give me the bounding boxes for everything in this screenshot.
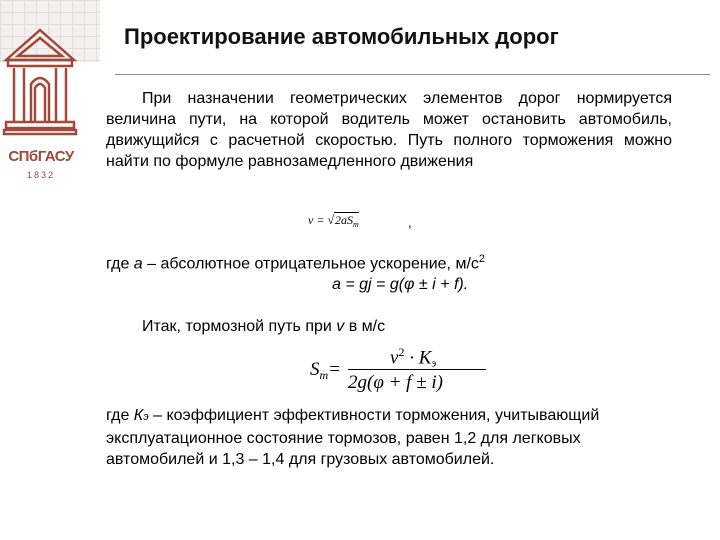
university-logo <box>2 22 78 180</box>
coef-prefix: где <box>106 407 134 424</box>
formula1-radicand-text: 2aS <box>335 213 354 227</box>
coef-sub: э <box>143 411 149 423</box>
where-a-var: а <box>133 255 143 273</box>
sqrt-sign: √ <box>327 213 335 227</box>
page-title: Проектирование автомобильных дорог <box>124 24 559 49</box>
where-a-text: – абсолютное отрицательное ускорение, м/с <box>142 255 479 273</box>
formula2-num-mid: · K <box>404 347 432 369</box>
fraction-bar <box>348 369 486 370</box>
itak-var: v <box>336 318 345 335</box>
formula2-num-sup: 2 <box>398 345 405 359</box>
formula2-lhs-var: S <box>310 359 320 380</box>
itak-prefix: Итак, тормозной путь при <box>142 318 337 335</box>
formula2-lhs <box>310 359 341 383</box>
coefficient-paragraph <box>106 405 672 470</box>
building-emblem-icon <box>2 22 78 147</box>
title-divider <box>115 74 710 75</box>
formula2-num-sub: э <box>431 357 437 370</box>
formula1-lhs: v = <box>308 213 328 227</box>
coef-var: К <box>133 407 144 424</box>
formula2-equals: = <box>328 359 341 380</box>
formula2-numerator <box>390 345 436 369</box>
coef-text: – коэффициент эффективности торможения, учитывающий эксплуатационное состояние тормозов, равен 1,2 для легковых автомобилей и 1,3 – 1,4 для грузовых автомобилей. <box>106 407 600 468</box>
where-a-prefix: где <box>106 255 134 273</box>
intro-paragraph: При назначении геометрических элементов дорог нормируется величина пути, на которой водитель может остановить автомобиль, движущийся с расчетной скоростью. Путь полного торможения можно найти по формуле равнозамедленного движения <box>106 90 672 170</box>
formula2-lhs-sub: т <box>319 368 329 382</box>
formula1-comma: , <box>408 215 412 230</box>
logo-year: 1832 <box>26 170 56 180</box>
itak-line <box>142 318 385 336</box>
logo-name: СПбГАСУ <box>8 148 74 165</box>
itak-suffix: в м/с <box>344 318 386 335</box>
speed-formula <box>308 213 359 229</box>
where-a-line <box>106 253 485 273</box>
formula1-radicand <box>334 212 359 227</box>
where-a-sup: 2 <box>478 253 486 265</box>
formula1-sub: т <box>353 220 359 229</box>
a-formula: а = gj = g(φ ± i + f). <box>332 276 469 293</box>
formula2-denominator: 2g(φ + f ± i) <box>348 372 443 393</box>
formula2-num-v: v <box>390 347 399 369</box>
